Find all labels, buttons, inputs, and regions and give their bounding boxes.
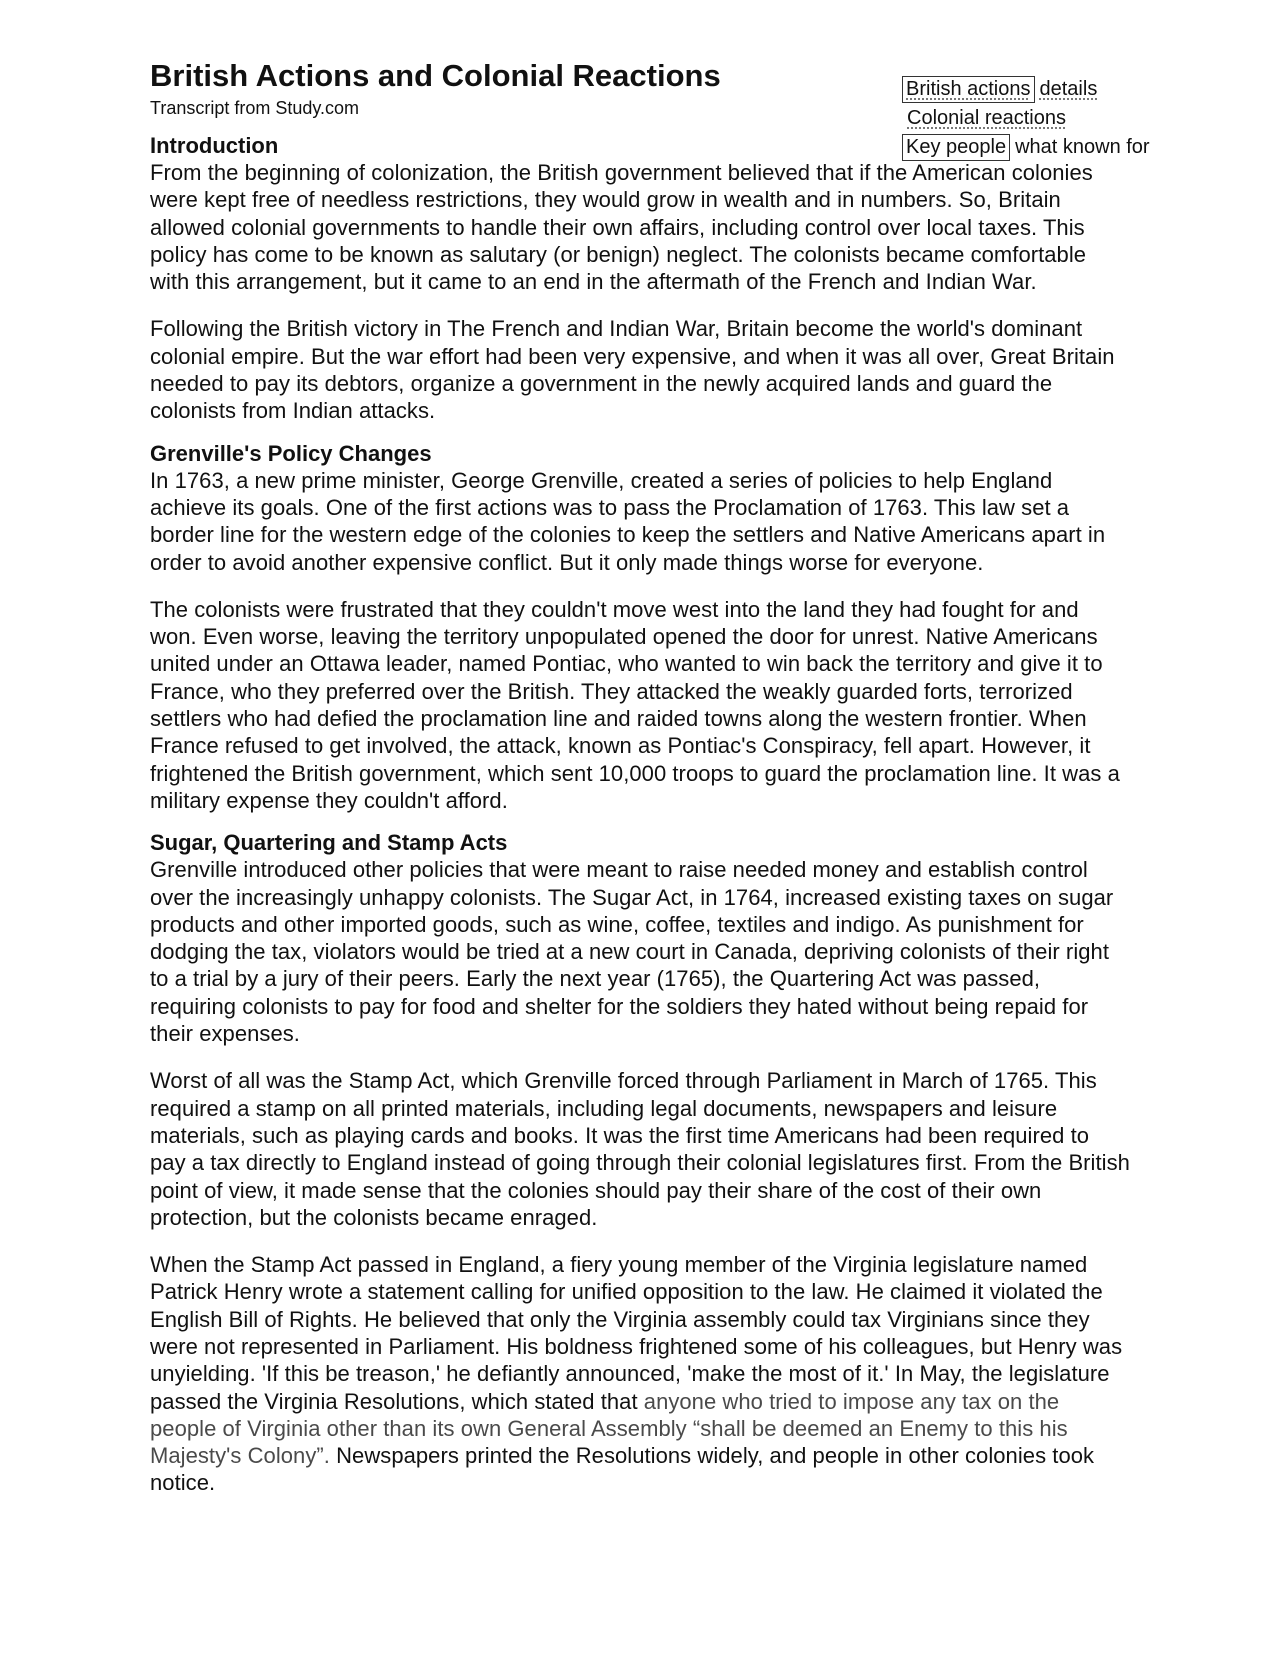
heading-grenville: Grenville's Policy Changes [150,440,432,466]
legend-key-people: Key people [902,134,1010,161]
intro-paragraph-2: Following the British victory in The French and Indian War, Britain become the world's dominant colonial empire. But the war effort had been very expensive, and when it was all over, Great Britain needed to pay its debtors, organize a government in the newly acquired lands and guard the colonists from Indian attacks. [150,316,1115,424]
document-page [150,58,1130,1497]
virginia-resolutions-quote: anyone who tried to impose any tax on the people of Virginia other than its own General Assembly “shall be deemed an Enemy to this his Majesty's Colony”. [150,1388,1068,1469]
legend-colonial-reactions: Colonial reactions [907,107,1066,129]
heading-introduction: Introduction [150,133,279,158]
acts-paragraph-2: Worst of all was the Stamp Act, which Grenville forced through Parliament in March of 1765. This required a stamp on all printed materials, including legal documents, newspapers and leisure materials, such as playing cards and books. It was the first time Americans had been required to pay a tax directly to England instead of going through their colonial legislatures first. From the British point of view, it made sense that the colonies should pay their share of the cost of their own protection, but the colonists became enraged. [150,1068,1130,1230]
page-title: British Actions and Colonial Reactions [150,58,721,93]
grenville-paragraph-2: The colonists were frustrated that they couldn't move west into the land they had fought for and won. Even worse, leaving the territory unpopulated opened the door for unrest. Native Americans united under an Ottawa leader, named Pontiac, who wanted to win back the territory and give it to France, who they preferred over the British. They attacked the weakly guarded forts, terrorized settlers who had defied the proclamation line and raided towns along the western frontier. When France refused to get involved, the attack, known as Pontiac's Conspiracy, fell apart. However, it frightened the British government, which sent 10,000 troops to guard the proclamation line. It was a military expense they couldn't afford. [150,596,1120,813]
grenville-paragraph-1: In 1763, a new prime minister, George Grenville, created a series of policies to help England achieve its goals. One of the first actions was to pass the Proclamation of 1763. This law set a border line for the western edge of the colonies to keep the settlers and Native Americans apart in order to avoid another expensive conflict. But it only made things worse for everyone. [150,467,1106,575]
legend-what-known-for: what known for [1015,136,1150,158]
intro-paragraph-1: From the beginning of colonization, the British government believed that if the American colonies were kept free of needless restrictions, they would grow in wealth and in numbers. So, Britain allowed colonial governments to handle their own affairs, including control over local taxes. This policy has come to be known as salutary (or benign) neglect. The colonists became comfortable with this arrangement, but it came to an end in the aftermath of the French and Indian War. [150,160,1093,295]
acts-paragraph-1: Grenville introduced other policies that were meant to raise needed money and establish control over the increasingly unhappy colonists. The Sugar Act, in 1764, increased existing taxes on sugar products and other imported goods, such as wine, coffee, textiles and indigo. As punishment for dodging the tax, violators would be tried at a new court in Canada, depriving colonists of their right to a trial by a jury of their peers. Early the next year (1765), the Quartering Act was passed, requiring colonists to pay for food and shelter for the soldiers they hated without being repaid for their expenses. [150,857,1114,1047]
page-subtitle: Transcript from Study.com [150,98,360,118]
acts-paragraph-3 [150,1251,1130,1497]
legend-details: details [1039,78,1098,100]
acts-paragraph-3-ending: Newspapers printed the Resolutions widely, and people in other colonies took notice. [150,1443,1095,1496]
legend-british-actions: British actions [902,76,1035,103]
acts-paragraph-3-text: When the Stamp Act passed in England, a fiery young member of the Virginia legislature named Patrick Henry wrote a statement calling for unified opposition to the law. He claimed it violated the English Bill of Rights. He believed that only the Virginia assembly could tax Virginians since they were not represented in Parliament. His boldness frightened some of his colleagues, but Henry was unyielding. 'If this be treason,' he defiantly announced, 'make the most of it.' In May, the legislature passed the Virginia Resolutions, which stated that [150,1252,1123,1414]
heading-acts: Sugar, Quartering and Stamp Acts [150,830,508,856]
